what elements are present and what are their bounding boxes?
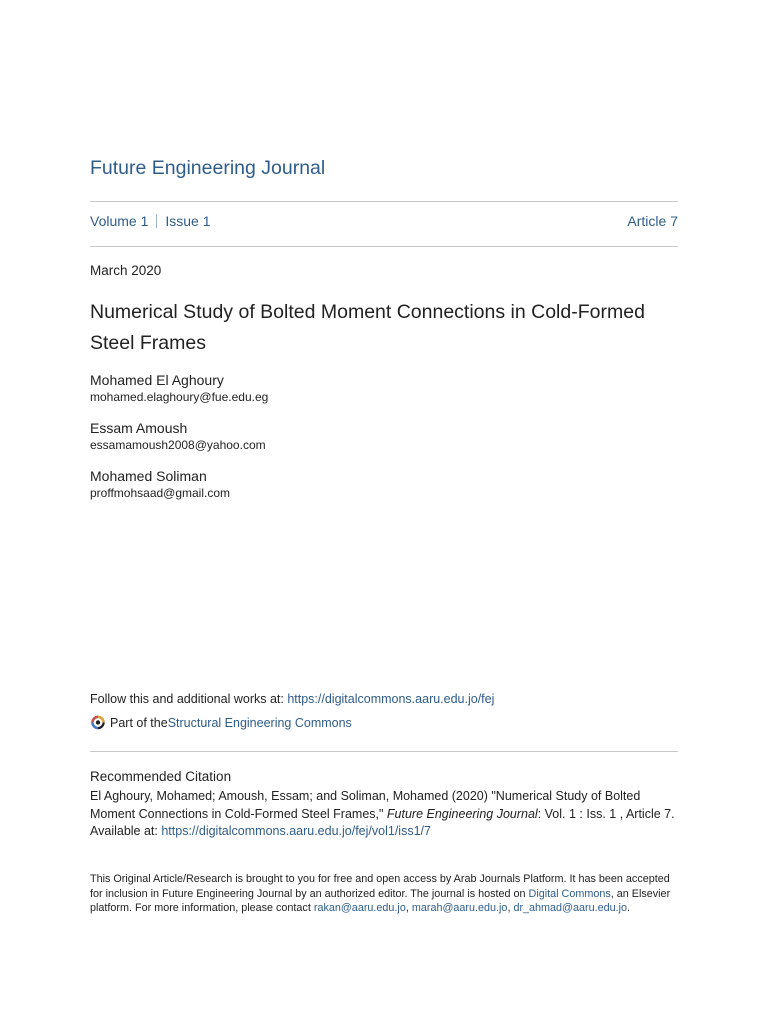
author-name: Mohamed Soliman — [90, 468, 207, 484]
divider — [90, 201, 678, 202]
journal-url-link[interactable]: https://digitalcommons.aaru.edu.jo/fej — [287, 692, 495, 706]
author-email: essamamoush2008@yahoo.com — [90, 438, 266, 452]
author — [90, 468, 230, 500]
volume-link[interactable]: Volume 1 — [90, 213, 149, 229]
separator: , — [507, 902, 514, 915]
citation-journal: Future Engineering Journal — [386, 806, 538, 821]
issue-link[interactable]: Issue 1 — [165, 213, 211, 229]
structural-engineering-commons-link[interactable]: Structural Engineering Commons — [167, 716, 352, 730]
follow-label: Follow this and additional works at: — [90, 692, 288, 706]
journal-title-link[interactable]: Future Engineering Journal — [90, 157, 326, 179]
footer-text: , an Elsevier platform. For more information, please contact — [90, 887, 671, 915]
author — [90, 372, 268, 404]
footer-end: . — [627, 902, 631, 915]
contact-email-link[interactable]: dr_ahmad@aaru.edu.jo — [513, 902, 628, 915]
recommended-citation-heading: Recommended Citation — [90, 769, 232, 784]
divider — [90, 751, 678, 752]
author-name: Essam Amoush — [90, 420, 188, 436]
footer-text: This Original Article/Research is brought to you for free and open access by Arab Journals Platform. It has been accepted for inclusion in Future Engineering Journal by an authorized editor. The journal is hosted on — [90, 873, 670, 900]
author-name: Mohamed El Aghoury — [90, 372, 224, 388]
part-of-label: Part of the — [110, 716, 168, 730]
available-label: Available at: — [90, 824, 162, 838]
issue-navigation — [90, 213, 678, 229]
author — [90, 420, 266, 452]
author-email: proffmohsaad@gmail.com — [90, 486, 231, 500]
footer-notice — [90, 872, 678, 916]
separator — [156, 214, 157, 228]
article-url-link[interactable]: https://digitalcommons.aaru.edu.jo/fej/vol1/iss1/7 — [161, 824, 431, 838]
citation-text: El Aghoury, Mohamed; Amoush, Essam; and Soliman, Mohamed (2020) "Numerical Study of Bolted Moment Connections in Cold-Formed Steel Frames," — [90, 789, 641, 821]
recommended-citation — [90, 788, 680, 841]
part-of-line — [90, 714, 352, 732]
citation-volume: : Vol. 1 : Iss. 1 , Article 7. — [537, 806, 675, 821]
publication-date: March 2020 — [90, 263, 162, 278]
contact-email-link[interactable]: rakan@aaru.edu.jo — [313, 902, 406, 915]
article-link[interactable]: Article 7 — [627, 213, 678, 229]
digital-commons-link[interactable]: Digital Commons — [528, 887, 611, 900]
digital-commons-network-icon — [90, 714, 106, 732]
article-title: Numerical Study of Bolted Moment Connections in Cold-Formed Steel Frames — [90, 301, 645, 354]
contact-email-link[interactable]: marah@aaru.edu.jo — [411, 902, 508, 915]
author-email: mohamed.elaghoury@fue.edu.eg — [90, 390, 269, 404]
separator: , — [405, 902, 412, 915]
follow-line — [90, 692, 494, 706]
divider — [90, 246, 678, 247]
